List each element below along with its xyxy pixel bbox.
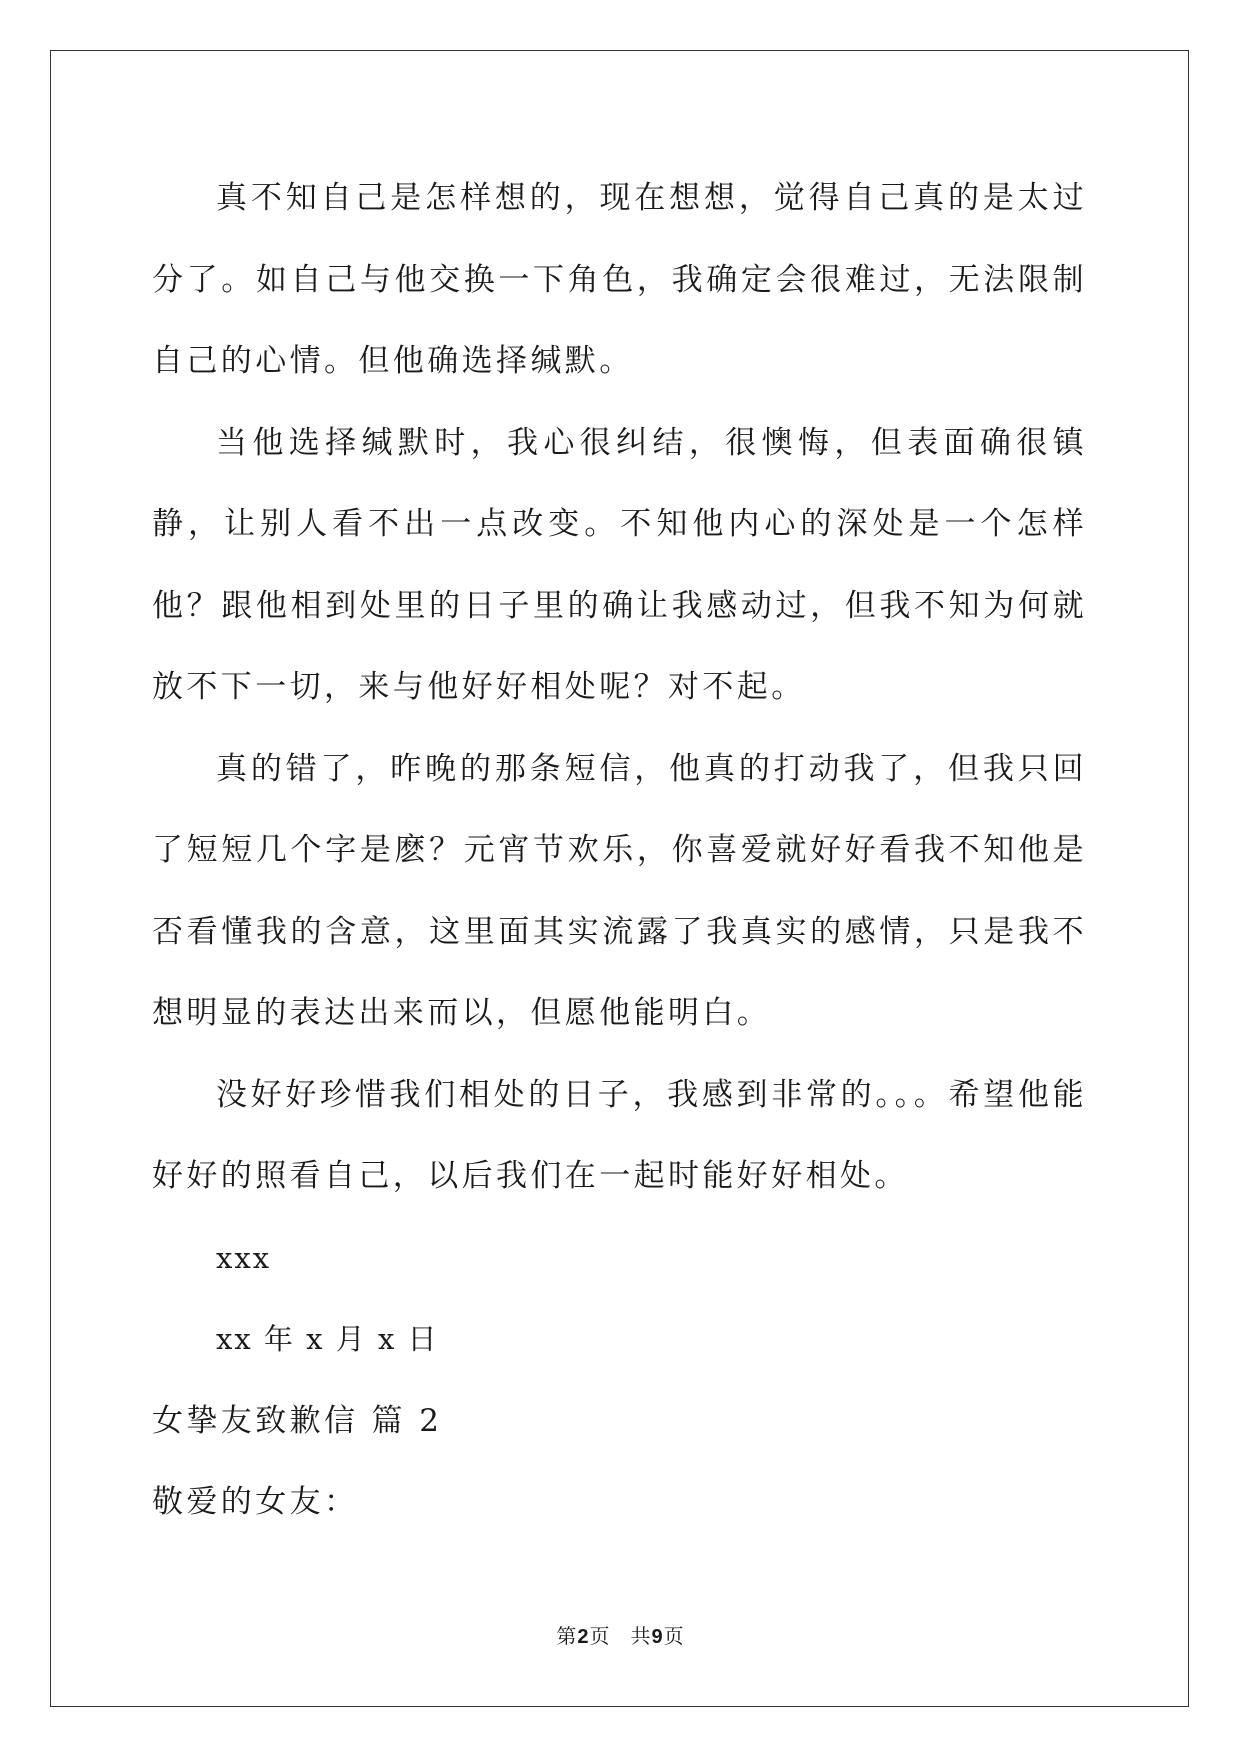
page-footer [0, 1620, 1241, 1649]
paragraph-1: 真不知自己是怎样想的，现在想想，觉得自己真的是太过分了。如自己与他交换一下角色，我确定会很难过，无法限制自己的心情。但他确选择缄默。 [152, 180, 1087, 379]
paragraph-3: 真的错了，昨晚的那条短信，他真的打动我了，但我只回了短短几个字是麽？元宵节欢乐，你喜爱就好好看我不知他是否看懂我的含意，这里面其实流露了我真实的感情，只是我不想明显的表达出来而以，但愿他能明白。 [152, 750, 1087, 1031]
section-title: 女挚友致歉信 篇 2 [152, 1402, 443, 1439]
footer-page-number: 2 [577, 1626, 590, 1648]
paragraph-2: 当他选择缄默时，我心很纠结，很懊悔，但表面确很镇静，让别人看不出一点改变。不知他内心的深处是一个怎样他？跟他相到处里的日子里的确让我感动过，但我不知为何就放不下一切，来与他好好相处呢？对不起。 [152, 424, 1087, 705]
footer-page-prefix: 第 [556, 1624, 578, 1648]
footer-total-number: 9 [651, 1626, 664, 1648]
signature: xxx [216, 1240, 272, 1275]
document-body [152, 158, 1087, 1544]
salutation: 敬爱的女友： [152, 1484, 359, 1520]
date-line: xx 年 x 月 x 日 [216, 1322, 439, 1356]
paragraph-4: 没好好珍惜我们相处的日子，我感到非常的。。。希望他能好好的照看自己，以后我们在一起时能好好相处。 [152, 1076, 1087, 1194]
footer-page-unit: 页 [589, 1624, 611, 1648]
footer-total-prefix: 共 [630, 1624, 652, 1648]
footer-total-unit: 页 [663, 1624, 685, 1648]
